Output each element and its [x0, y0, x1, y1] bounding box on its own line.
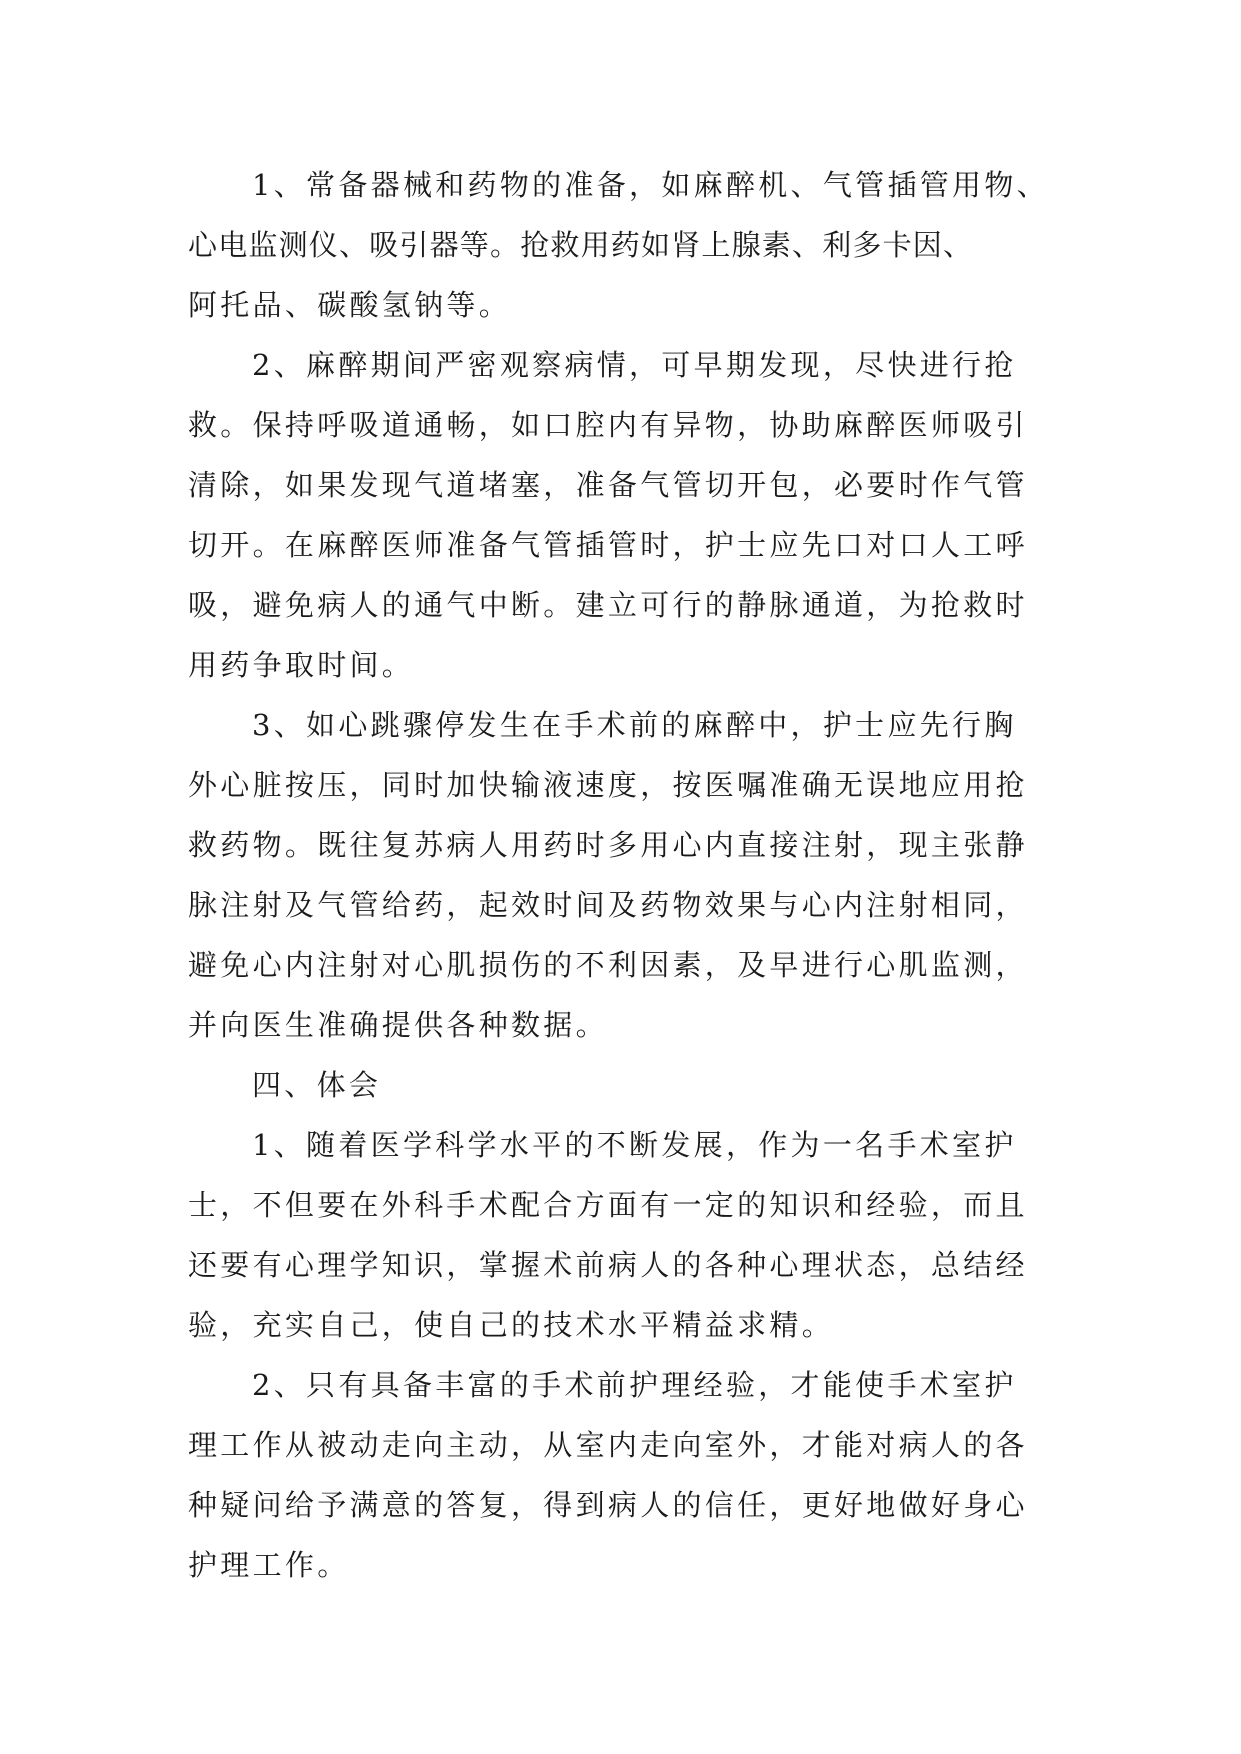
text-line: 心电监测仪、吸引器等。抢救用药如肾上腺素、利多卡因、	[188, 228, 974, 262]
text-line: 还要有心理学知识，掌握术前病人的各种心理状态，总结经	[188, 1248, 1028, 1282]
text-line: 吸，避免病人的通气中断。建立可行的静脉通道，为抢救时	[188, 588, 1028, 622]
document-body	[188, 155, 1058, 1595]
text-line: 验，充实自己，使自己的技术水平精益求精。	[188, 1308, 835, 1342]
text-line: 外心脏按压，同时加快输液速度，按医嘱准确无误地应用抢	[188, 768, 1028, 802]
text-line: 3、如心跳骤停发生在手术前的麻醉中，护士应先行胸	[252, 708, 1017, 742]
text-line: 用药争取时间。	[188, 648, 415, 682]
text-line: 种疑问给予满意的答复，得到病人的信任，更好地做好身心	[188, 1488, 1028, 1522]
text-line: 救。保持呼吸道通畅，如口腔内有异物，协助麻醉医师吸引	[188, 408, 1028, 442]
text-line: 1、常备器械和药物的准备，如麻醉机、气管插管用物、	[252, 168, 1049, 202]
text-line: 2、麻醉期间严密观察病情，可早期发现，尽快进行抢	[252, 348, 1017, 382]
text-line: 护理工作。	[188, 1548, 350, 1582]
text-line: 2、只有具备丰富的手术前护理经验，才能使手术室护	[252, 1368, 1017, 1402]
section-heading: 四、体会	[252, 1068, 382, 1102]
text-line: 理工作从被动走向主动，从室内走向室外，才能对病人的各	[188, 1428, 1028, 1462]
text-line: 脉注射及气管给药，起效时间及药物效果与心内注射相同，	[188, 888, 1028, 922]
text-line: 切开。在麻醉医师准备气管插管时，护士应先口对口人工呼	[188, 528, 1028, 562]
text-line: 救药物。既往复苏病人用药时多用心内直接注射，现主张静	[188, 828, 1028, 862]
text-line: 清除，如果发现气道堵塞，准备气管切开包，必要时作气管	[188, 468, 1028, 502]
text-line: 1、随着医学科学水平的不断发展，作为一名手术室护	[252, 1128, 1017, 1162]
text-line: 并向医生准确提供各种数据。	[188, 1008, 608, 1042]
text-line: 士，不但要在外科手术配合方面有一定的知识和经验，而且	[188, 1188, 1028, 1222]
text-line: 避免心内注射对心肌损伤的不利因素，及早进行心肌监测，	[188, 948, 1028, 982]
text-line: 阿托品、碳酸氢钠等。	[188, 288, 512, 322]
